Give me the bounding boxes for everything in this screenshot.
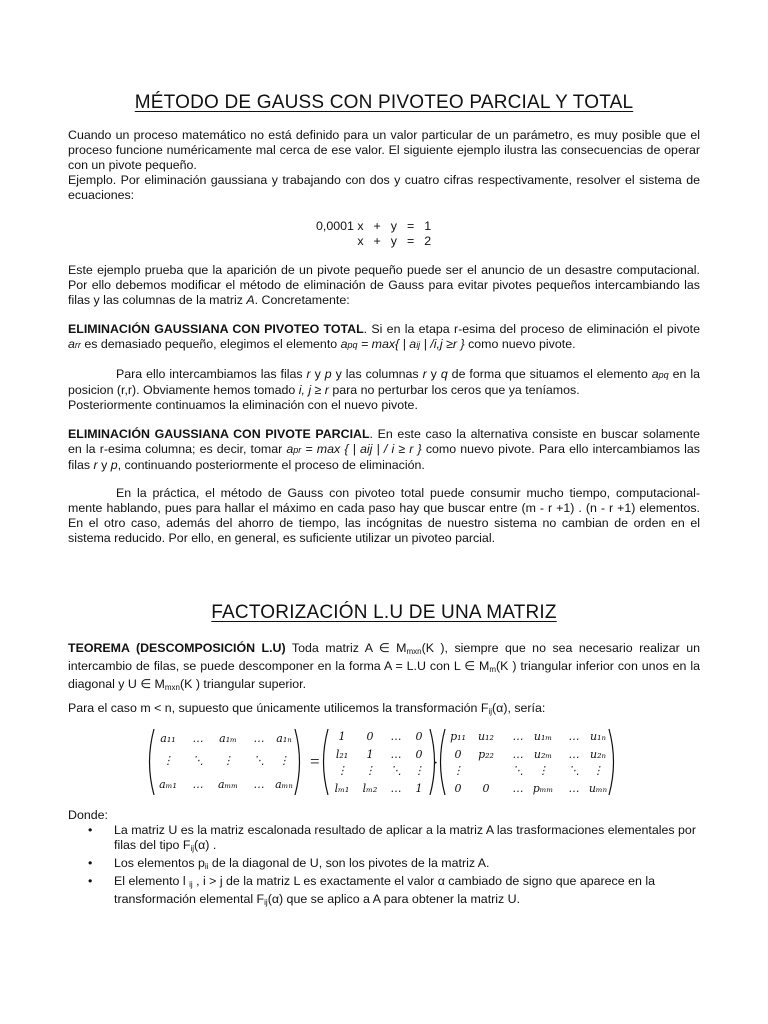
matrix-a-entry: a₁ₙ (276, 732, 292, 745)
matrix-l-entry: lₘ₂ (362, 782, 378, 795)
paragraph-text: de forma que situamos el elemento (447, 367, 652, 381)
matrix-u-entry: p₁₁ (450, 730, 466, 743)
matrix-l-entry: 1 (366, 748, 374, 761)
left-paren-a (150, 729, 155, 795)
math-symbol: a (340, 337, 348, 351)
math-symbol: r (324, 383, 329, 397)
paragraph-text: (K ), siempre que no sea necesario realizar un intercambio de filas, se puede descomponer en la forma A = L.U con L ∈ M (68, 641, 700, 673)
lu-matrix-equation (146, 726, 626, 798)
matrix-u-entry: … (568, 782, 580, 795)
matrix-u-entry: u₁₂ (478, 730, 494, 743)
equation-term: y (390, 219, 397, 233)
matrix-u-entry: 0 (482, 782, 490, 795)
math-symbol: r (422, 367, 427, 381)
equation-operator: + (373, 219, 381, 233)
matrix-u-entry: 0 (454, 748, 462, 761)
theorem-heading: TEOREMA (DESCOMPOSICIÓN L.U) (68, 641, 286, 655)
section1-title: MÉTODO DE GAUSS CON PIVOTEO PARCIAL Y TOTAL (134, 92, 634, 113)
list-item (88, 823, 700, 856)
after-example-paragraph (68, 263, 700, 308)
math-subscript: ij (416, 340, 421, 350)
swap-paragraph (68, 367, 700, 398)
math-subscript: pr (293, 445, 302, 455)
matrix-u-entry: ⋮ (537, 764, 549, 777)
matrix-u-entry: uₘₙ (588, 782, 608, 795)
matrix-u-entry: … (512, 748, 524, 761)
math-subscript: ij (190, 844, 195, 853)
paragraph-text: (α), sería: (492, 701, 546, 715)
math-symbol: p (324, 367, 332, 381)
paragraph-text: . En este caso la alternativa consiste en buscar solamente en la r-esima columna; es decir, tomar (68, 427, 700, 456)
paragraph-text: es demasiado pequeño, elegimos el elemento (80, 337, 341, 351)
matrix-l-entry: ⋮ (413, 764, 425, 777)
matrix-a-entry: … (253, 778, 265, 791)
case-paragraph (68, 701, 700, 719)
matrix-a-entry: … (192, 778, 204, 791)
paragraph-text: y (426, 367, 441, 381)
matrix-u (441, 729, 614, 795)
matrix-l-entry: … (390, 748, 402, 761)
equation-rhs: 2 (424, 234, 432, 248)
math-subscript: ii (204, 862, 209, 871)
paragraph-text: y (97, 458, 111, 472)
equation-rhs: 1 (424, 219, 432, 233)
equation-term: x (357, 234, 364, 248)
equation-row (316, 219, 436, 234)
total-pivoting-paragraph (68, 322, 700, 353)
matrix-l-entry: 0 (415, 730, 423, 743)
matrix-l-entry: ⋮ (364, 764, 376, 777)
matrix-u-entry: u₂ₙ (590, 748, 606, 761)
math-subscript: m (489, 665, 496, 674)
equation-system (316, 219, 436, 249)
matrix-u-entry: ⋱ (512, 764, 524, 777)
list-item-text: de la diagonal de U, son los pivotes de la matriz A. (208, 856, 490, 870)
matrix-a-entry: ⋮ (162, 754, 174, 767)
math-subscript: pq (658, 370, 669, 380)
matrix-a-entry: ⋮ (278, 754, 290, 767)
math-subscript: rr (74, 340, 81, 350)
matrix-l (324, 729, 435, 795)
matrix-a-entry: … (192, 732, 204, 745)
math-formula: | /i,j ≥r } (420, 337, 465, 351)
matrix-a-entry: a₁₁ (160, 732, 176, 745)
matrix-l-entry: 0 (415, 748, 423, 761)
math-symbol: a (286, 442, 294, 456)
math-symbol: r (306, 367, 311, 381)
theorem-paragraph (68, 641, 700, 695)
math-formula: = max { | aij | / i ≥ r } (301, 442, 422, 456)
matrix-u-entry: 0 (454, 782, 462, 795)
math-subscript: mxn (164, 683, 181, 692)
bullet-icon: • (88, 823, 93, 837)
matrix-a-entry: aₘₘ (217, 778, 239, 791)
matrix-u-entry: … (568, 748, 580, 761)
equation-operator: + (373, 234, 381, 248)
equation-equals: = (407, 219, 415, 233)
matrix-symbol: A (246, 293, 255, 307)
matrix-a-entry: … (253, 732, 265, 745)
intro-text: Cuando un proceso matemático no está definido para un valor particular de un parámetro, es muy posible que el proceso funcione numéricamente mal cerca de ese valor. El siguiente ejemplo ilustra las consecuencias de operar con un pivote pequeño. (68, 128, 700, 172)
paragraph-text: (K ) triangular inferior con unos en la diagonal y U ∈ M (68, 659, 700, 691)
matrix-u-entry: u₂ₘ (533, 748, 553, 761)
matrix-a-entry: ⋱ (192, 754, 204, 767)
matrix-u-entry: ⋮ (592, 764, 604, 777)
list-item-text: El elemento l (114, 874, 190, 888)
paragraph-text: Para ello intercambiamos las filas (116, 367, 307, 381)
matrix-u-entry: … (568, 730, 580, 743)
example-text: Ejemplo. Por eliminación gaussiana y trabajando con dos y cuatro cifras respectivamente, resolver el sistema de ecuaciones: (68, 173, 700, 202)
paragraph-text: Para el caso m < n, supuesto que únicamente utilicemos la transformación F (68, 701, 489, 715)
matrix-u-entry: u₁ₙ (590, 730, 606, 743)
matrix-u-entry: pₘₘ (532, 782, 554, 795)
math-symbol: a (68, 337, 75, 351)
matrix-u-entry: ⋮ (452, 764, 464, 777)
matrix-u-entry: … (512, 782, 524, 795)
equals-sign: = (310, 752, 320, 771)
paragraph-text: (K ) triangular superior. (180, 677, 307, 691)
donde-label: Donde: (68, 808, 108, 822)
list-item-text: (α) que se aplico a A para obtener la matriz U. (267, 892, 521, 906)
math-symbol: a (651, 367, 659, 381)
paragraph-text: en la posicion (r,r). Obviamente hemos tomado (68, 367, 700, 397)
paragraph-text: como nuevo pivote. Para ello intercambiamos las filas (68, 442, 700, 472)
section2-title: FACTORIZACIÓN L.U DE UNA MATRIZ (211, 602, 557, 623)
matrix-l-entry: l₂₁ (335, 748, 349, 761)
equation-row (316, 234, 436, 249)
math-subscript: ij (264, 898, 268, 907)
matrix-l-entry: … (390, 730, 402, 743)
list-item-text: , i > j de la matriz L es exactamente el valor α cambiado de signo que aparece en la transformación elemental F (114, 874, 655, 906)
list-item-text: La matriz U es la matriz escalonada resultado de aplicar a la matriz A las trasformaciones elementales por filas del tipo F (114, 823, 696, 852)
matrix-a (150, 729, 300, 795)
list-item (88, 874, 700, 910)
matrix-a-entry: aₘₙ (275, 778, 293, 791)
matrix-l-entry: lₘ₁ (334, 782, 350, 795)
matrix-l-entry: ⋮ (336, 764, 348, 777)
matrix-u-entry: p₂₂ (478, 748, 494, 761)
matrix-l-entry: 1 (338, 730, 346, 743)
matrix-a-entry: a₁ₘ (219, 732, 237, 745)
list-item (88, 856, 700, 874)
paragraph-text: ≥ (311, 383, 325, 397)
paragraph-text: para no perturbar los ceros que ya teníamos. (328, 383, 580, 397)
math-symbol: q (440, 367, 448, 381)
matrix-a-entry: aₘ₁ (159, 778, 177, 791)
equation-term: 0,0001 x (316, 219, 364, 233)
intro-paragraph (68, 128, 700, 203)
math-symbol: p (110, 458, 118, 472)
right-paren-u (609, 729, 614, 795)
matrix-a-entry: ⋱ (253, 754, 265, 767)
equation-equals: = (407, 234, 415, 248)
matrix-l-entry: … (390, 782, 402, 795)
math-subscript: ij (189, 880, 193, 889)
matrix-l-entry: 0 (366, 730, 374, 743)
list-item-text: (α) . (194, 838, 217, 852)
continue-paragraph: Posteriormente continuamos la eliminación con el nuevo pivote. (68, 398, 418, 412)
paragraph-text: , continuando posteriormente el proceso de eliminación. (117, 458, 425, 472)
matrix-u-entry: u₁ₘ (533, 730, 553, 743)
explanation-list (88, 823, 700, 910)
bullet-icon: • (88, 874, 93, 888)
math-subscript: mxn (406, 647, 422, 656)
partial-pivoting-heading: ELIMINACIÓN GAUSSIANA CON PIVOTE PARCIAL (68, 427, 370, 441)
math-symbol: i, j (298, 383, 312, 397)
left-paren-u (441, 729, 446, 795)
math-symbol: r (93, 458, 98, 472)
total-pivoting-heading: ELIMINACIÓN GAUSSIANA CON PIVOTEO TOTAL (68, 322, 364, 336)
paragraph-text: como nuevo pivote. (464, 337, 576, 351)
paragraph-text: Toda matriz A ∈ M (285, 641, 407, 655)
paragraph-text: . Si en la etapa r-esima del proceso de eliminación el pivote (363, 322, 700, 336)
math-subscript: ij (488, 707, 493, 716)
paragraph-text: . Concretamente: (254, 293, 350, 307)
practice-paragraph: En la práctica, el método de Gauss con pivoteo total puede consumir mucho tiempo, computacional-mente hablando, pues para hallar el máximo en cada paso hay que buscar entre (m - r +1) . (n - r +1) elementos. En el otro caso, además del ahorro de tiempo, las incógnitas de nuestro sistema no cambian de orden en el sistema reducido. Por ello, en general, es suficiente utilizar un pivoteo parcial. (68, 486, 700, 545)
equation-term: y (390, 234, 397, 248)
multiply-dot: · (433, 755, 439, 772)
matrix-l-entry: 1 (415, 782, 423, 795)
matrix-equation-svg (146, 726, 626, 798)
list-item-text: Los elementos p (114, 856, 205, 870)
matrix-l-entry: ⋱ (390, 764, 402, 777)
right-paren-a (295, 729, 300, 795)
matrix-a-entry: ⋮ (222, 754, 234, 767)
bullet-icon: • (88, 856, 93, 870)
left-paren-l (324, 729, 329, 795)
paragraph-text: y las columnas (331, 367, 423, 381)
math-formula: = max{ | a (357, 337, 417, 351)
matrix-u-entry: … (512, 730, 524, 743)
paragraph-text: y (310, 367, 325, 381)
paragraph-text: Este ejemplo prueba que la aparición de un pivote pequeño puede ser el anuncio de un desastre computacional. Por ello debemos modificar el método de eliminación de Gauss para evitar pivotes pequeños intercambiando las filas y las columnas de la matriz (68, 263, 700, 307)
matrix-u-entry: ⋱ (568, 764, 580, 777)
math-subscript: pq (347, 340, 358, 350)
partial-pivoting-paragraph (68, 427, 700, 473)
